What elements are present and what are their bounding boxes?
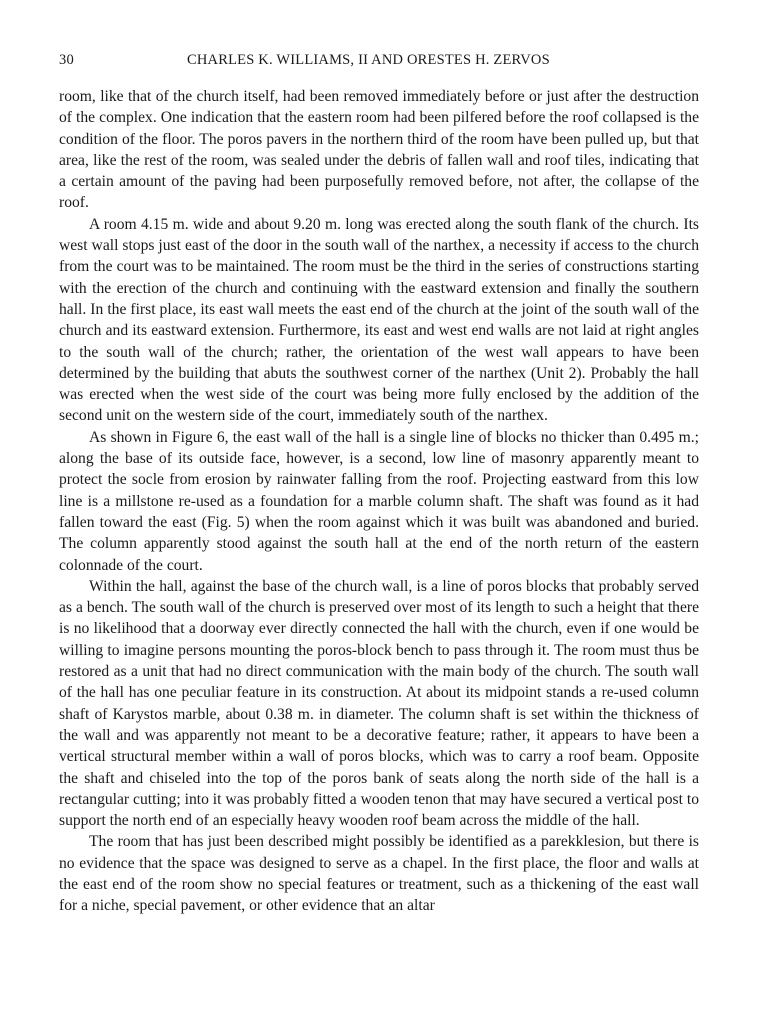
paragraph-3: As shown in Figure 6, the east wall of the hall is a single line of blocks no thicker than 0.495 m.; along the base of its outside face, however, is a second, low line of masonry apparently meant to protect the socle from erosion by rainwater falling from the roof. Projecting eastward from this low line is a millstone re-used as a foundation for a marble column shaft. The shaft was found as it had fallen toward the east (Fig. 5) when the room against which it was built was abandoned and buried. The column apparently stood against the south hall at the end of the north return of the eastern colonnade of the court. [59,428,699,574]
page-number: 30 [59,52,74,68]
body-text [59,86,699,917]
paragraph-4: Within the hall, against the base of the church wall, is a line of poros blocks that probably served as a bench. The south wall of the church is preserved over most of its length to such a height that there is no likelihood that a doorway ever directly connected the hall with the church, even if one would be willing to imagine persons mounting the poros-block bench to pass through it. The room must thus be restored as a unit that had no direct communication with the main body of the church. The south wall of the hall has one peculiar feature in its construction. At about its midpoint stands a re-used column shaft of Karystos marble, about 0.38 m. in diameter. The column shaft is set within the thickness of the wall and was apparently not meant to be a decorative feature; rather, it appears to have been a vertical structural member within a wall of poros blocks, which was to carry a roof beam. Opposite the shaft and chiseled into the top of the poros bank of seats along the north side of the hall is a rectangular cutting; into it was probably fitted a wooden tenon that may have secured a vertical post to support the north end of an especially heavy wooden roof beam across the middle of the hall. [59,577,699,830]
paragraph-2: A room 4.15 m. wide and about 9.20 m. long was erected along the south flank of the church. Its west wall stops just east of the door in the south wall of the narthex, a necessity if access to the church from the court was to be maintained. The room must be the third in the series of constructions starting with the erection of the church and continuing with the eastward extension and finally the southern hall. In the first place, its east wall meets the east end of the church at the joint of the south wall of the church and its eastward extension. Furthermore, its east and west end walls are not laid at right angles to the south wall of the church; rather, the orientation of the west wall appears to have been determined by the building that abuts the southwest corner of the narthex (Unit 2). Probably the hall was erected when the west side of the court was being more fully enclosed by the addition of the second unit on the western side of the court, immediately south of the narthex. [59,215,699,425]
running-title: CHARLES K. WILLIAMS, II AND ORESTES H. ZERVOS [187,52,550,68]
paragraph-5: The room that has just been described might possibly be identified as a parekklesion, but there is no evidence that the space was designed to serve as a chapel. In the first place, the floor and walls at the east end of the room show no special features or treatment, such as a thickening of the east wall for a niche, special pavement, or other evidence that an altar [59,833,699,915]
document-page [59,52,699,917]
paragraph-1: room, like that of the church itself, had been removed immediately before or just after the destruction of the complex. One indication that the eastern room had been pilfered before the roof collapsed is the condition of the floor. The poros pavers in the northern third of the room have been pulled up, but that area, like the rest of the room, was sealed under the debris of fallen wall and roof tiles, indicating that a certain amount of the paving had been purposefully removed before, not after, the collapse of the roof. [59,88,699,212]
running-header [59,52,699,74]
